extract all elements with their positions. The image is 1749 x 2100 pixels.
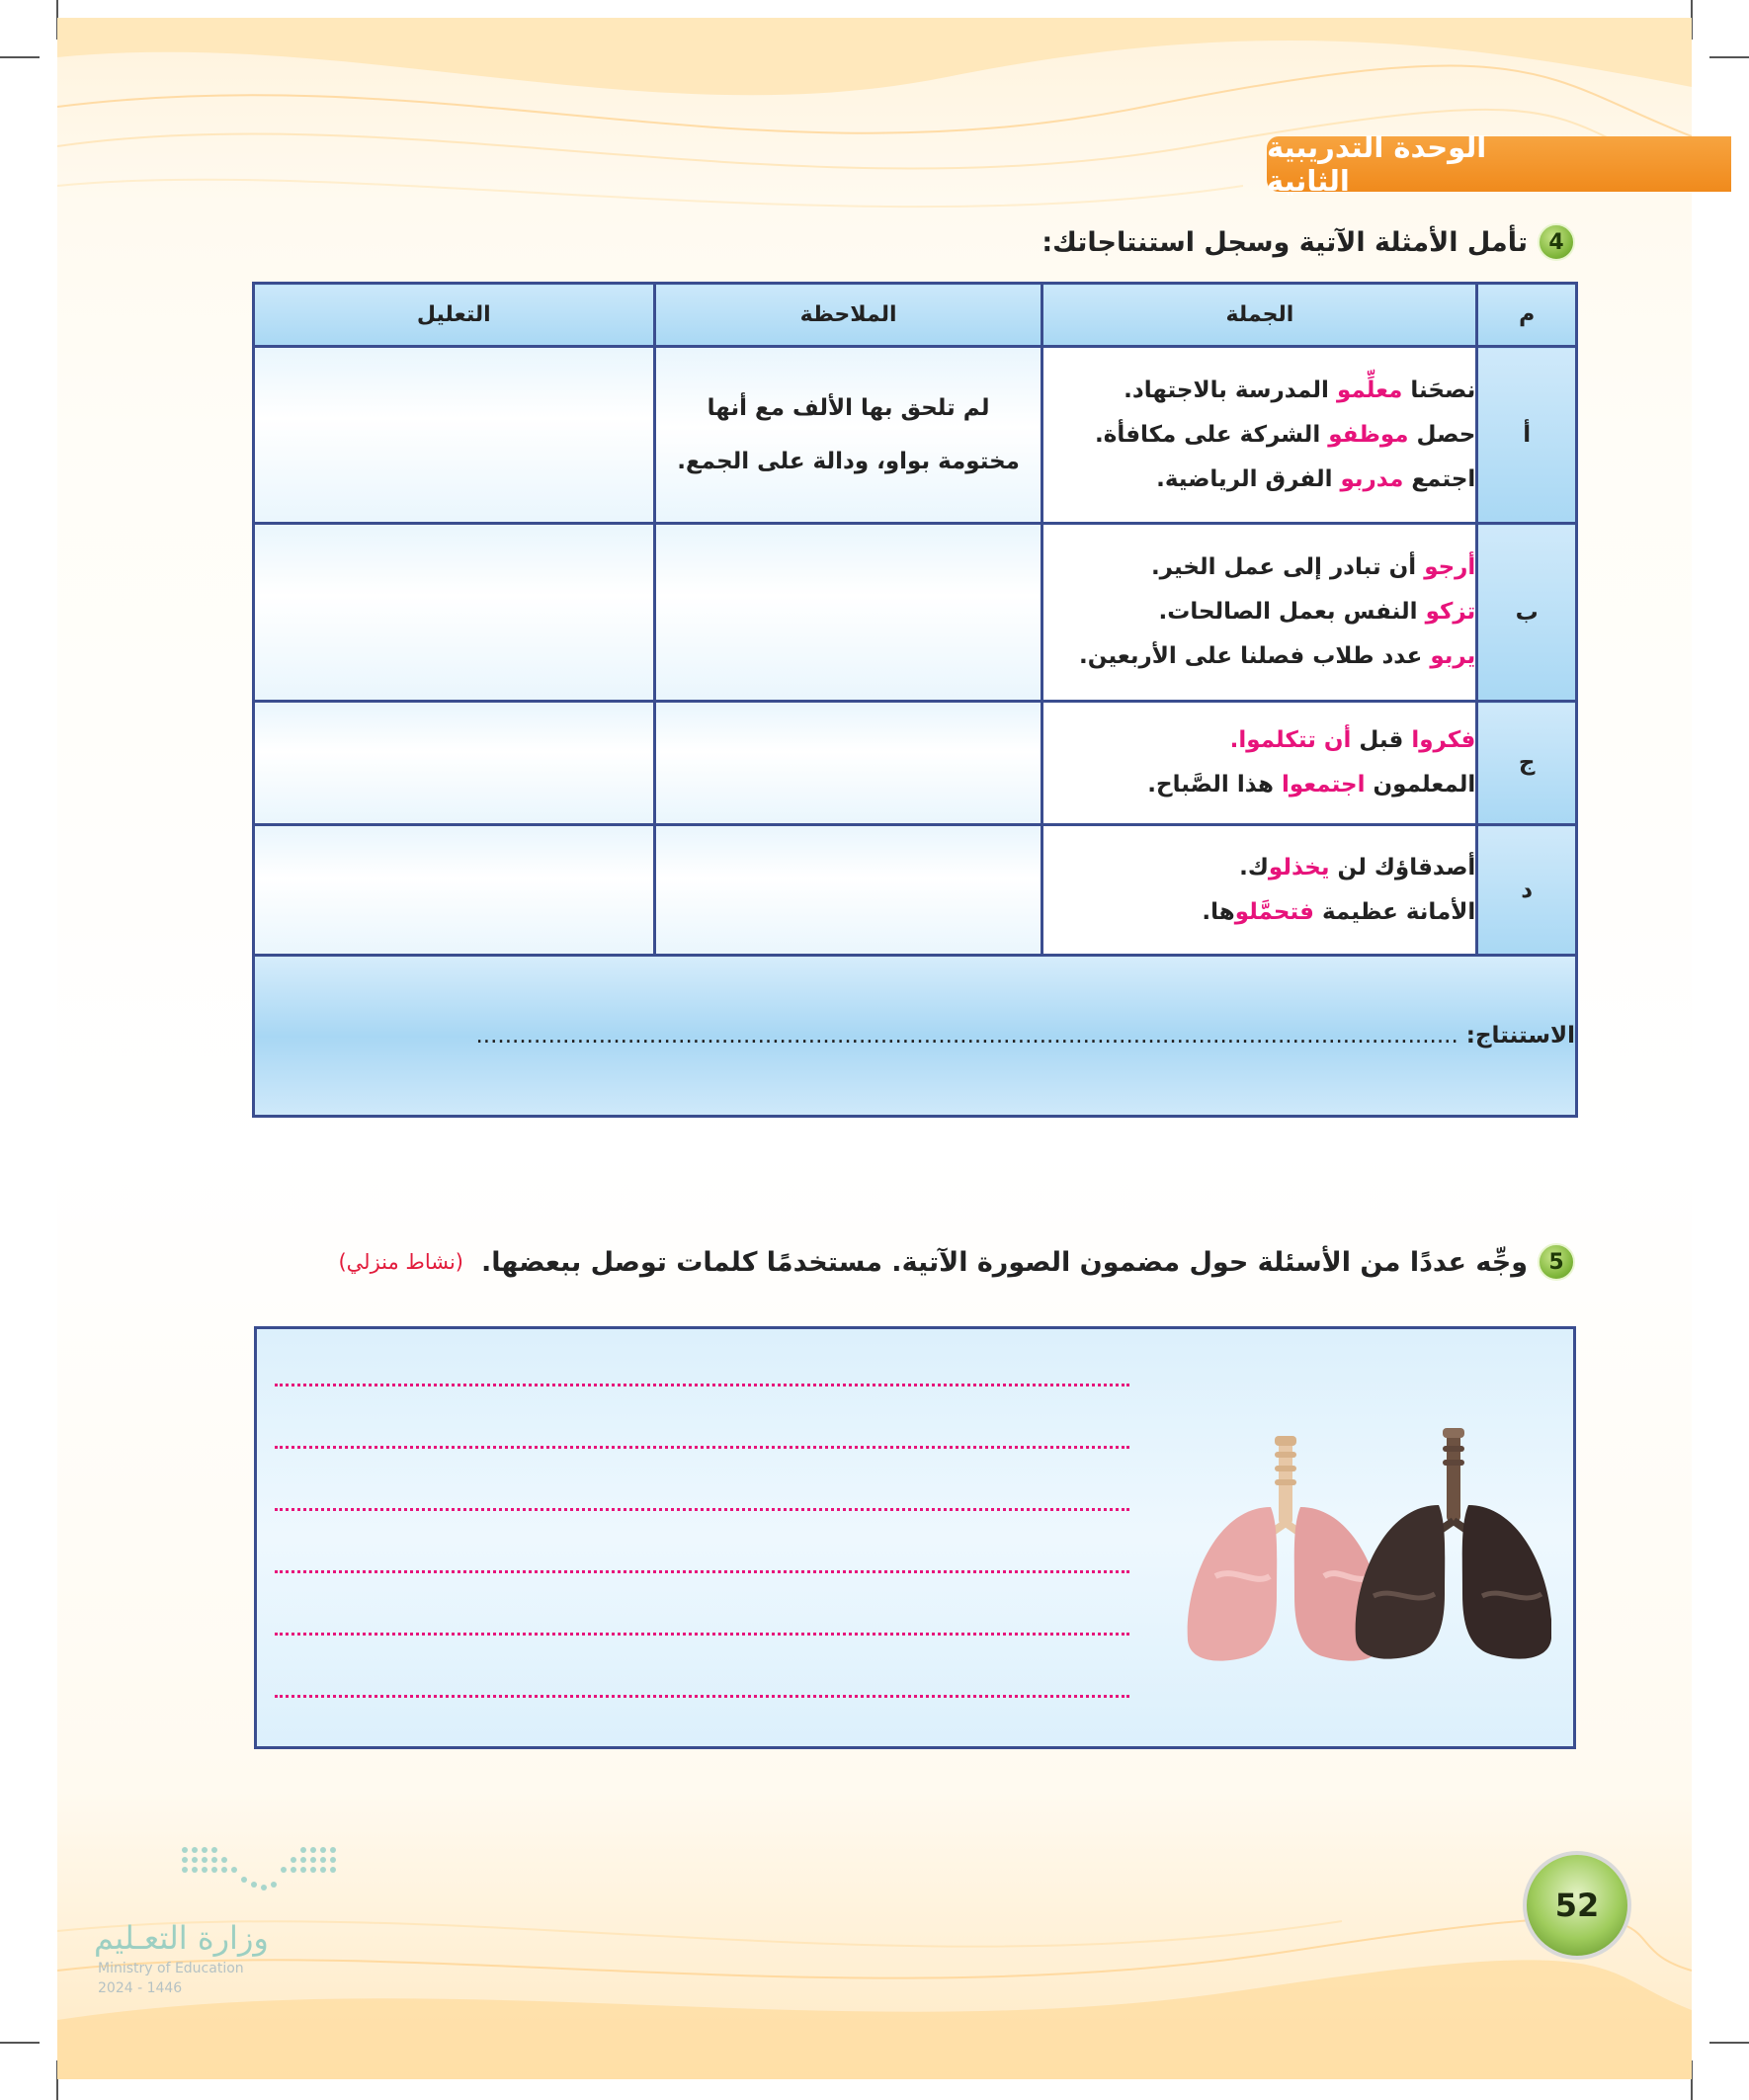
sentence-text: عدد طلاب فصلنا على الأربعين. [1079, 643, 1431, 669]
home-activity-note: (نشاط منزلي) [338, 1250, 464, 1274]
question-4-title [1041, 223, 1575, 261]
sentence-text: المدرسة بالاجتهاد. [1124, 377, 1337, 403]
observation-cell[interactable] [654, 825, 1042, 956]
table-header-row [254, 284, 1577, 347]
writing-line[interactable] [275, 1446, 1129, 1449]
highlighted-word: اجتمعوا [1281, 772, 1366, 798]
row-label: ج [1477, 702, 1577, 825]
question-5-text: وجِّه عددًا من الأسئلة حول مضمون الصورة الآتية. مستخدمًا كلمات توصل ببعضها. [481, 1246, 1528, 1278]
highlighted-word: يخذلو [1268, 854, 1330, 881]
highlighted-word: أرجو [1424, 554, 1476, 580]
highlighted-word: فكروا [1411, 727, 1476, 753]
question-5-number: 5 [1538, 1243, 1575, 1281]
observation-cell[interactable] [654, 524, 1042, 702]
smoker-lungs-image [1356, 1428, 1551, 1659]
table-row [254, 825, 1577, 956]
header-observation: الملاحظة [654, 284, 1042, 347]
sentence-line [1043, 763, 1475, 807]
row-label: ب [1477, 524, 1577, 702]
highlighted-word: معلِّمو [1336, 377, 1403, 403]
sentence-text: النفس بعمل الصالحات. [1158, 599, 1426, 625]
observation-cell [654, 347, 1042, 524]
table-row [254, 702, 1577, 825]
ministry-logo-mark [175, 1840, 363, 1909]
sentence-line [1043, 458, 1475, 502]
question-4-text: تأمل الأمثلة الآتية وسجل استنتاجاتك: [1041, 226, 1528, 258]
table-row [254, 347, 1577, 524]
examples-table [252, 282, 1578, 1118]
sentence-text: هذا الصَّباح. [1147, 772, 1282, 798]
sentences-cell [1042, 702, 1477, 825]
sentence-text: نصحَنا [1402, 377, 1476, 403]
observation-cell[interactable] [654, 702, 1042, 825]
reasoning-cell[interactable] [254, 347, 655, 524]
highlighted-word: أن تتكلموا. [1229, 727, 1352, 753]
sentence-text: المعلمون [1365, 772, 1476, 798]
highlighted-word: مدربو [1340, 465, 1404, 492]
unit-banner [1267, 130, 1731, 198]
sentence-text: حصل [1408, 421, 1476, 448]
highlighted-word: موظفو [1328, 421, 1409, 448]
lungs-illustration [1176, 1428, 1551, 1685]
ministry-name-en: Ministry of Education [98, 1961, 244, 1976]
ministry-name-ar: وزارة التعـليم [94, 1919, 269, 1957]
sentence-text: ك. [1239, 854, 1269, 881]
healthy-lungs-image [1188, 1436, 1384, 1661]
sentence-line [1043, 634, 1475, 679]
question-5-title [338, 1243, 1575, 1281]
sentence-line [1043, 846, 1475, 890]
sentence-line [1043, 369, 1475, 413]
highlighted-word: فتحمَّلو [1234, 898, 1314, 925]
sentence-line [1043, 718, 1475, 763]
sentence-line [1043, 413, 1475, 458]
conclusion-label: الاستنتاج: [1465, 1023, 1575, 1049]
ministry-logo [94, 1840, 371, 1998]
table-row [254, 524, 1577, 702]
questions-box [254, 1326, 1576, 1749]
conclusion-dots: ........................................................................................................................................ [475, 1023, 1458, 1049]
sentence-text: الشركة على مكافأة. [1095, 421, 1329, 448]
writing-line[interactable] [275, 1508, 1129, 1511]
reasoning-cell[interactable] [254, 825, 655, 956]
page-number: 52 [1523, 1851, 1631, 1960]
question-4-number: 4 [1538, 223, 1575, 261]
header-index: م [1477, 284, 1577, 347]
writing-line[interactable] [275, 1384, 1129, 1386]
reasoning-cell[interactable] [254, 702, 655, 825]
unit-title: الوحدة التدريبية الثانية [1267, 130, 1487, 198]
observation-line: مختومة بواو، ودالة على الجمع. [677, 449, 1020, 474]
header-reasoning: التعليل [254, 284, 655, 347]
sentence-text: أن تبادر إلى عمل الخير. [1150, 554, 1425, 580]
highlighted-word: تزكو [1425, 599, 1476, 625]
writing-line[interactable] [275, 1570, 1129, 1573]
sentence-text: الفرق الرياضية. [1156, 465, 1341, 492]
header-sentence: الجملة [1042, 284, 1477, 347]
sentence-text: الأمانة عظيمة [1313, 898, 1476, 925]
sentence-text: اجتمع [1403, 465, 1476, 492]
highlighted-word: يربو [1430, 643, 1476, 669]
sentences-cell [1042, 347, 1477, 524]
writing-line[interactable] [275, 1695, 1129, 1698]
reasoning-cell[interactable] [254, 524, 655, 702]
ministry-year: 2024 - 1446 [98, 1980, 183, 1996]
row-label: أ [1477, 347, 1577, 524]
sentence-line [1043, 590, 1475, 634]
sentence-text: ها. [1202, 898, 1235, 925]
writing-line[interactable] [275, 1633, 1129, 1636]
sentences-cell [1042, 825, 1477, 956]
sentence-line [1043, 890, 1475, 935]
conclusion-cell[interactable] [254, 956, 1577, 1117]
row-label: د [1477, 825, 1577, 956]
sentence-text: أصدقاؤك لن [1329, 854, 1476, 881]
conclusion-row [254, 956, 1577, 1117]
observation-line: لم تلحق بها الألف مع أنها [707, 395, 990, 421]
sentence-line [1043, 546, 1475, 590]
sentences-cell [1042, 524, 1477, 702]
sentence-text: قبل [1351, 727, 1412, 753]
